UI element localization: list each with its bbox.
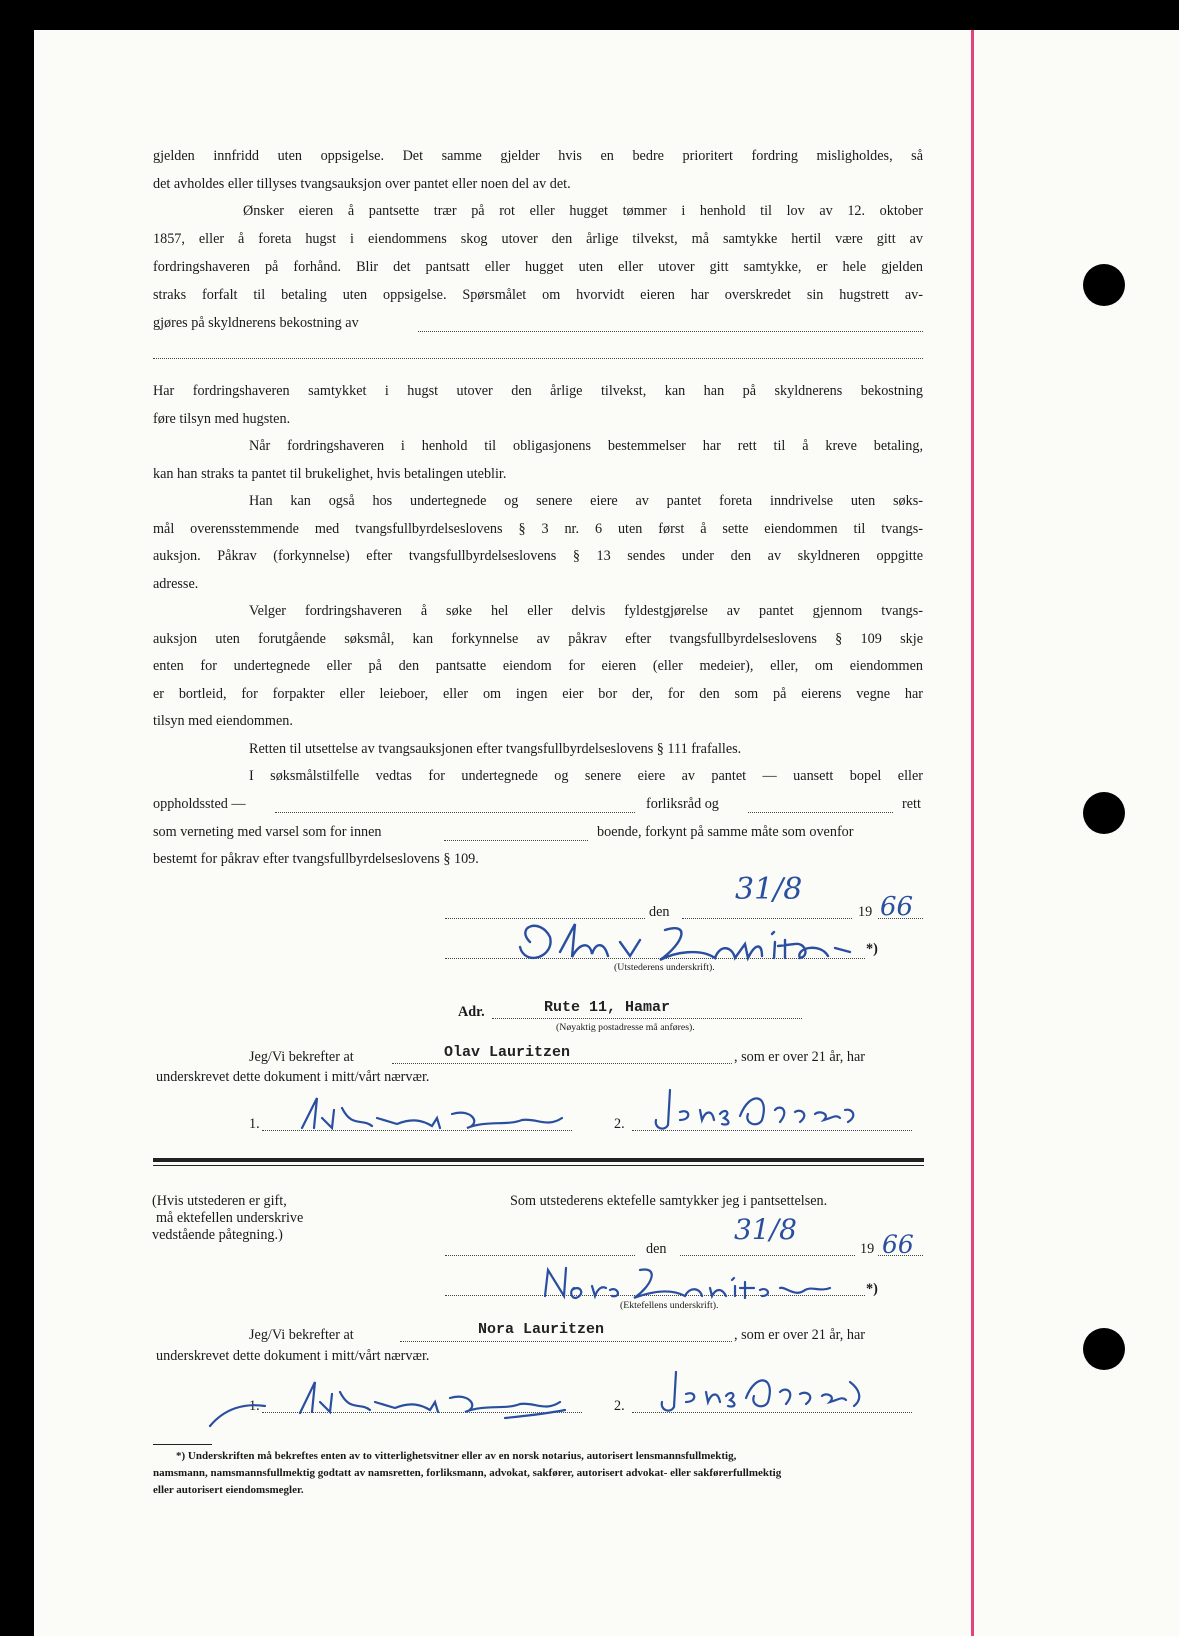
paragraph-line: det avholdes eller tillyses tvangsauksjon over pantet eller noen del av det. <box>153 176 571 192</box>
handwritten-date: 31/8 <box>735 872 803 907</box>
paragraph-line: tilsyn med eiendommen. <box>153 713 293 729</box>
paragraph-line: Han kan også hos undertegnede og senere eiere av pantet foreta inndrivelse uten søks- <box>249 493 923 509</box>
paragraph-line: Velger fordringshaveren å søke hel eller delvis fyldestgjørelse av pantet gjennom tvangs- <box>249 603 923 619</box>
witness-1-number: 1. <box>249 1398 260 1414</box>
paragraph-line: Når fordringshaveren i henhold til obligasjonens bestemmelser har rett til å kreve betaling, <box>249 438 923 454</box>
witness-1-number: 1. <box>249 1116 260 1132</box>
punch-hole-2 <box>1083 792 1125 834</box>
fill-line <box>444 840 588 841</box>
footnote-line: eller autorisert eiendomsmegler. <box>153 1484 304 1496</box>
confirm-fill-line <box>400 1341 732 1342</box>
witness-1-signature-image <box>262 1088 582 1138</box>
year-prefix: 19 <box>858 904 873 920</box>
footnote-line: namsmann, namsmannsfullmektig godtatt av namsretten, forliksmann, advokat, sakfører, autorisert advokat- eller sakførerfullmektig <box>153 1467 782 1479</box>
confirm-suffix: , som er over 21 år, har <box>734 1049 866 1065</box>
confirm-prefix: Jeg/Vi bekrefter at <box>249 1327 354 1343</box>
address-label: Adr. <box>458 1004 485 1020</box>
paragraph-line: enten for undertegnede eller på den pantsatte eiendom for eieren (eller medeier), eller, om eiendommen <box>153 658 923 674</box>
address-fill-line <box>492 1018 802 1019</box>
fill-line <box>275 812 635 813</box>
footnote-rule <box>153 1444 212 1445</box>
handwritten-year: 66 <box>880 892 914 922</box>
paragraph-line: straks forfalt til betaling uten oppsigelse. Spørsmålet om hvorvidt eieren har overskredet sin hugstrett av- <box>153 287 923 303</box>
paragraph-line: kan han straks ta pantet til brukelighet, hvis betalingen uteblir. <box>153 466 507 482</box>
margin-line <box>971 30 974 1636</box>
paragraph-line: fordringshaveren på forhånd. Blir det pantsatt eller hugget uten eller utover gitt samtykke, er hele gjelden <box>153 259 923 275</box>
paragraph-line: som verneting med varsel som for innen <box>153 824 382 840</box>
confirm-fill-line <box>392 1063 732 1064</box>
confirm-line-2: underskrevet dette dokument i mitt/vårt nærvær. <box>156 1348 430 1364</box>
signature-caption: (Utstederens underskrift). <box>614 962 715 973</box>
section-divider-thin <box>153 1165 924 1166</box>
witness-2-signature-image <box>650 1362 880 1418</box>
date-fill-line <box>445 1255 635 1256</box>
paragraph-line: gjøres på skyldnerens bekostning av <box>153 315 359 331</box>
paragraph-line: Ønsker eieren å pantsette trær på rot eller hugget tømmer i henhold til lov av 12. oktober <box>243 203 923 219</box>
punch-hole-3 <box>1083 1328 1125 1370</box>
confirm-suffix: , som er over 21 år, har <box>734 1327 866 1343</box>
paragraph-line: auksjon uten forutgående søksmål, kan forkynnelse av påkrav efter tvangsfullbyrdelseslovens § 109 skje <box>153 631 923 647</box>
paragraph-line: er bortleid, for forpakter eller leieboer, eller om ingen eier bor der, for den som på eierens vegne har <box>153 686 923 702</box>
signature-caption: (Ektefellens underskrift). <box>620 1300 719 1311</box>
year-prefix: 19 <box>860 1241 875 1257</box>
paragraph-line: Har fordringshaveren samtykket i hugst utover den årlige tilvekst, kan han på skyldnerens bekostning <box>153 383 923 399</box>
spouse-note-line: må ektefellen underskrive <box>156 1210 304 1226</box>
footnote-line: *) Underskriften må bekreftes enten av to vitterlighetsvitner eller av en norsk notarius, autorisert lensmannsfullmektig, <box>176 1450 737 1462</box>
date-den-label: den <box>646 1241 667 1257</box>
handwritten-date: 31/8 <box>734 1213 797 1246</box>
spouse-consent-text: Som utstederens ektefelle samtykker jeg i pantsettelsen. <box>510 1193 828 1209</box>
witness-2-number: 2. <box>614 1116 625 1132</box>
paragraph-line: forliksråd og <box>646 796 719 812</box>
fill-line <box>418 331 923 332</box>
spouse-note-line: vedstående påtegning.) <box>152 1227 283 1243</box>
confirm-name: Olav Lauritzen <box>444 1044 571 1061</box>
paragraph-line: Retten til utsettelse av tvangsauksjonen efter tvangsfullbyrdelseslovens § 111 frafalles. <box>249 741 742 757</box>
paragraph-line: boende, forkynt på samme måte som ovenfor <box>597 824 854 840</box>
paragraph-line: adresse. <box>153 576 199 592</box>
date-den-label: den <box>649 904 670 920</box>
paragraph-line: mål overensstemmende med tvangsfullbyrdelseslovens § 3 nr. 6 uten først å sette eiendommen til tvangs- <box>153 521 923 537</box>
signature-footnote-mark: *) <box>866 1281 878 1297</box>
confirm-name: Nora Lauritzen <box>478 1321 605 1338</box>
fill-line <box>153 358 923 359</box>
address-value: Rute 11, Hamar <box>544 999 671 1016</box>
paragraph-line: auksjon. Påkrav (forkynnelse) efter tvangsfullbyrdelseslovens § 13 sendes under den av skyldneren oppgitte <box>153 548 923 564</box>
handwritten-year: 66 <box>882 1230 914 1259</box>
confirm-line-2: underskrevet dette dokument i mitt/vårt nærvær. <box>156 1069 430 1085</box>
date-fill-line <box>680 1255 855 1256</box>
fill-line <box>748 812 893 813</box>
witness-2-signature-image <box>640 1080 890 1135</box>
spouse-note-line: (Hvis utstederen er gift, <box>152 1193 287 1209</box>
address-caption: (Nøyaktig postadresse må anføres). <box>556 1022 695 1033</box>
paragraph-line: oppholdssted — <box>153 796 246 812</box>
signature-footnote-mark: *) <box>866 941 878 957</box>
paragraph-line: gjelden innfridd uten oppsigelse. Det samme gjelder hvis en bedre prioritert fordring misligholdes, så <box>153 148 923 164</box>
paragraph-line: 1857, eller å foreta hugst i eiendommens skog utover den årlige tilvekst, må samtykke hertil være gitt av <box>153 231 923 247</box>
witness-1-signature-image <box>205 1368 595 1430</box>
paragraph-line: I søksmålstilfelle vedtas for undertegnede og senere eiere av pantet — uansett bopel eller <box>249 768 923 784</box>
confirm-prefix: Jeg/Vi bekrefter at <box>249 1049 354 1065</box>
section-divider <box>153 1158 924 1162</box>
paragraph-line: føre tilsyn med hugsten. <box>153 411 291 427</box>
witness-2-number: 2. <box>614 1398 625 1414</box>
paragraph-line: rett <box>902 796 921 812</box>
paragraph-line: bestemt for påkrav efter tvangsfullbyrdelseslovens § 109. <box>153 851 479 867</box>
punch-hole-1 <box>1083 264 1125 306</box>
